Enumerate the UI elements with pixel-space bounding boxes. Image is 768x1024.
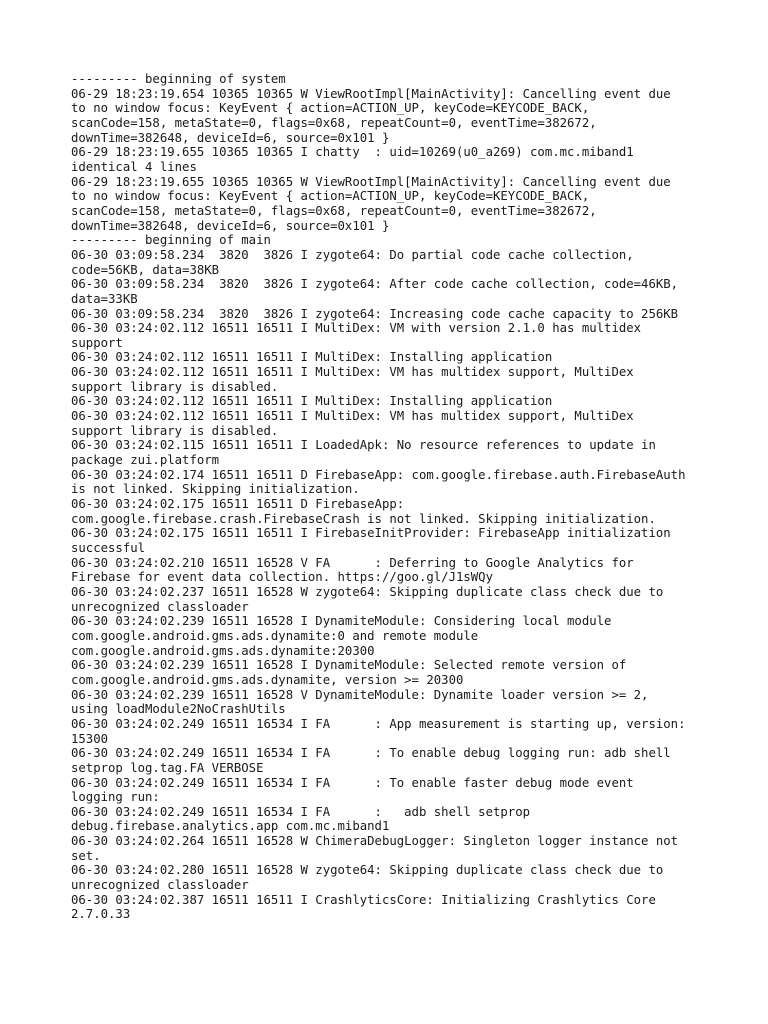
log-line: unrecognized classloader xyxy=(71,599,249,614)
log-line: 06-30 03:24:02.249 16511 16534 I FA : To enable debug logging run: adb shell xyxy=(71,746,671,761)
log-line: 06-30 03:09:58.234 3820 3826 I zygote64: Increasing code cache capacity to 256KB xyxy=(71,306,679,321)
log-line: successful xyxy=(71,541,146,555)
log-line: 06-30 03:24:02.237 16511 16528 W zygote64: Skipping duplicate class check due to xyxy=(71,584,664,599)
log-line: package zui.platform xyxy=(71,453,220,468)
log-line: 06-30 03:24:02.249 16511 16534 I FA : adb shell setprop xyxy=(71,804,531,819)
log-line: 06-30 03:24:02.249 16511 16534 I FA : App measurement is starting up, version: xyxy=(71,716,686,731)
log-line: 06-30 03:24:02.112 16511 16511 I MultiDex: VM with version 2.1.0 has multidex xyxy=(71,321,642,336)
log-line: downTime=382648, deviceId=6, source=0x101 } xyxy=(71,218,390,233)
log-line: scanCode=158, metaState=0, flags=0x68, repeatCount=0, eventTime=382672, xyxy=(71,203,597,218)
log-line: --------- beginning of system xyxy=(71,72,286,86)
log-line: set. xyxy=(71,848,101,863)
log-line: 06-29 18:23:19.654 10365 10365 W ViewRootImpl[MainActivity]: Cancelling event due xyxy=(71,86,671,101)
log-line: 06-30 03:24:02.264 16511 16528 W ChimeraDebugLogger: Singleton logger instance not xyxy=(71,834,679,849)
log-line: Firebase for event data collection. https://goo.gl/J1sWQy xyxy=(71,570,493,585)
log-line: scanCode=158, metaState=0, flags=0x68, repeatCount=0, eventTime=382672, xyxy=(71,115,597,130)
log-line: 06-30 03:09:58.234 3820 3826 I zygote64: Do partial code cache collection, xyxy=(71,247,634,262)
log-line: 06-30 03:24:02.115 16511 16511 I LoadedApk: No resource references to update in xyxy=(71,438,656,453)
log-line: com.google.android.gms.ads.dynamite:0 and remote module xyxy=(71,628,479,643)
log-line: 06-30 03:24:02.174 16511 16511 D FirebaseApp: com.google.firebase.auth.FirebaseAuth xyxy=(71,467,686,482)
log-line: logging run: xyxy=(71,790,160,805)
log-line: 06-30 03:24:02.387 16511 16511 I CrashlyticsCore: Initializing Crashlytics Core xyxy=(71,892,656,907)
log-line: 06-30 03:24:02.112 16511 16511 I MultiDex: Installing application xyxy=(71,394,553,409)
log-line: is not linked. Skipping initialization. xyxy=(71,482,360,497)
log-line: 06-29 18:23:19.655 10365 10365 I chatty : uid=10269(u0_a269) com.mc.miband1 xyxy=(71,145,634,160)
log-line: com.google.android.gms.ads.dynamite:20300 xyxy=(71,643,375,658)
log-line: using loadModule2NoCrashUtils xyxy=(71,702,286,717)
log-line: 06-30 03:24:02.112 16511 16511 I MultiDex: Installing application xyxy=(71,350,553,365)
log-line: --------- beginning of main xyxy=(71,233,271,248)
log-line: 06-30 03:24:02.249 16511 16534 I FA : To enable faster debug mode event xyxy=(71,775,634,790)
log-line: com.google.firebase.crash.FirebaseCrash is not linked. Skipping initialization. xyxy=(71,511,656,526)
log-line: support xyxy=(71,335,123,350)
log-line: identical 4 lines xyxy=(71,159,197,174)
log-line: 06-30 03:24:02.112 16511 16511 I MultiDex: VM has multidex support, MultiDex xyxy=(71,365,634,380)
log-line: data=33KB xyxy=(71,291,138,306)
log-line: com.google.android.gms.ads.dynamite, version >= 20300 xyxy=(71,672,464,687)
log-line: 06-29 18:23:19.655 10365 10365 W ViewRootImpl[MainActivity]: Cancelling event due xyxy=(71,174,671,189)
log-line: support library is disabled. xyxy=(71,423,279,438)
log-line: 2.7.0.33 xyxy=(71,907,131,922)
log-line: code=56KB, data=38KB xyxy=(71,262,220,277)
log-line: downTime=382648, deviceId=6, source=0x101 } xyxy=(71,130,390,145)
log-line: support library is disabled. xyxy=(71,379,279,394)
log-line: 06-30 03:24:02.112 16511 16511 I MultiDex: VM has multidex support, MultiDex xyxy=(71,409,634,424)
log-line: 06-30 03:24:02.239 16511 16528 I DynamiteModule: Selected remote version of xyxy=(71,658,627,673)
log-line: 06-30 03:24:02.239 16511 16528 V DynamiteModule: Dynamite loader version >= 2, xyxy=(71,687,649,702)
log-line: 06-30 03:24:02.280 16511 16528 W zygote64: Skipping duplicate class check due to xyxy=(71,863,664,878)
log-line: 06-30 03:24:02.210 16511 16528 V FA : Deferring to Google Analytics for xyxy=(71,555,634,570)
log-line: 15300 xyxy=(71,731,109,746)
log-line: to no window focus: KeyEvent { action=ACTION_UP, keyCode=KEYCODE_BACK, xyxy=(71,189,590,204)
log-line: setprop log.tag.FA VERBOSE xyxy=(71,760,264,775)
log-line: debug.firebase.analytics.app com.mc.miband1 xyxy=(71,819,390,834)
log-line: 06-30 03:24:02.175 16511 16511 D FirebaseApp: xyxy=(71,497,405,512)
log-line: unrecognized classloader xyxy=(71,878,249,893)
log-line: 06-30 03:09:58.234 3820 3826 I zygote64: After code cache collection, code=46KB, xyxy=(71,277,679,292)
log-line: 06-30 03:24:02.239 16511 16528 I DynamiteModule: Considering local module xyxy=(71,614,612,629)
log-document xyxy=(71,72,731,922)
log-line: 06-30 03:24:02.175 16511 16511 I FirebaseInitProvider: FirebaseApp initialization xyxy=(71,526,671,541)
log-line: to no window focus: KeyEvent { action=ACTION_UP, keyCode=KEYCODE_BACK, xyxy=(71,101,590,116)
